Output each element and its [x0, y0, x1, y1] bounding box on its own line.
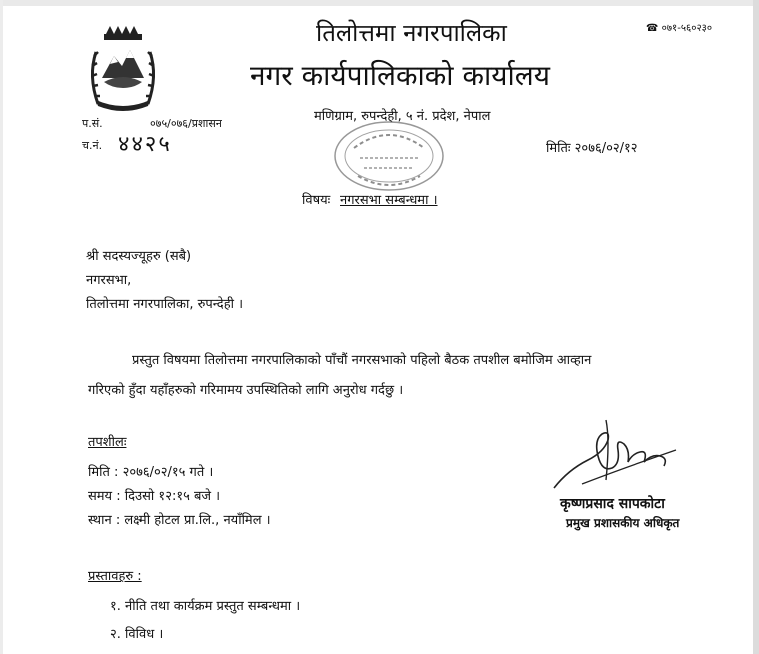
- subject-label: विषयः: [302, 193, 331, 208]
- details-heading: तपशीलः: [88, 435, 127, 450]
- details-time: समय : दिउसो १२:१५ बजे ।: [88, 489, 221, 504]
- window-top-edge: [0, 0, 759, 6]
- proposals-heading: प्रस्तावहरु :: [88, 569, 142, 584]
- proposal-item: १. नीति तथा कार्यक्रम प्रस्तुत सम्बन्धमा ।: [110, 599, 301, 614]
- government-emblem-icon: [84, 16, 162, 112]
- recipient-line-2: नगरसभा,: [86, 273, 132, 288]
- signatory-title: प्रमुख प्रशासकीय अधिकृत: [566, 516, 680, 530]
- dispatch-number: ४४२५: [118, 132, 172, 157]
- recipient-line-3: तिलोत्तमा नगरपालिका, रुपन्देही ।: [86, 297, 244, 312]
- recipient-line-1: श्री सदस्यज्यूहरु (सबै): [86, 249, 192, 264]
- reference-number: ०७५/०७६/प्रशासन: [150, 117, 222, 130]
- letter-date: मितिः २०७६/०२/१२: [546, 141, 638, 156]
- details-date: मिति : २०७६/०२/१५ गते ।: [88, 465, 214, 480]
- details-place: स्थान : लक्ष्मी होटल प्रा.लि., नयाँमिल ।: [88, 513, 271, 528]
- handwritten-signature-icon: [548, 410, 688, 502]
- proposal-item: २. विविध ।: [110, 627, 164, 642]
- body-paragraph-line-1: प्रस्तुत विषयमा तिलोत्तमा नगरपालिकाको पाँचौं नगरसभाको पहिलो बैठक तपशील बमोजिम आव्हान: [132, 353, 592, 368]
- office-name: नगर कार्यपालिकाको कार्यालय: [250, 59, 550, 92]
- window-right-edge: [753, 0, 759, 654]
- body-paragraph-line-2: गरिएको हुँदा यहाँहरुको गरिमामय उपस्थितिको लागि अनुरोध गर्दछु ।: [88, 383, 404, 398]
- signatory-name: कृष्णप्रसाद सापकोटा: [560, 496, 665, 512]
- office-address: मणिग्राम, रुपन्देही, ५ नं. प्रदेश, नेपाल: [314, 109, 491, 124]
- window-left-edge: [0, 0, 3, 654]
- office-stamp-icon: [330, 118, 448, 194]
- organization-name: तिलोत्तमा नगरपालिका: [316, 19, 507, 47]
- phone-number: ☎ ०७१-५६०२३०: [646, 23, 713, 34]
- subject-text: नगरसभा सम्बन्धमा ।: [340, 193, 438, 208]
- reference-label: प.सं.: [82, 117, 103, 130]
- dispatch-label: च.नं.: [82, 139, 103, 152]
